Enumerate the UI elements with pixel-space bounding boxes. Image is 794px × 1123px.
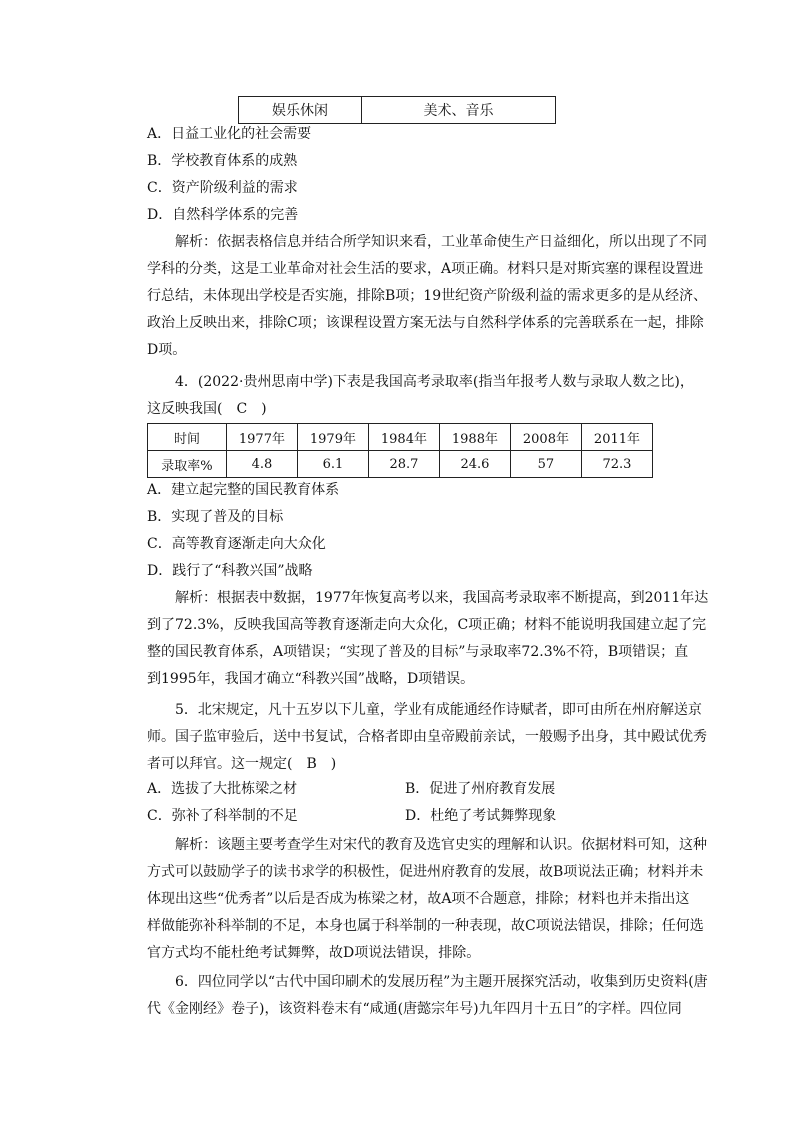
table-header-cell: 1977年: [226, 424, 297, 451]
q4-option-c: C．高等教育逐渐走向大众化: [147, 536, 326, 552]
table-cell: 24.6: [439, 451, 510, 478]
q4-analysis: [147, 585, 709, 693]
q5-stem: [147, 697, 707, 778]
table-header-cell: 2011年: [581, 424, 652, 451]
table-row: [239, 97, 556, 124]
q3-analysis: [147, 229, 708, 364]
q6-stem: [147, 969, 708, 1023]
analysis-line: 解析：该题主要考查学生对宋代的教育及选官史实的理解和认识。依据材料可知，这种: [175, 837, 707, 853]
table-cell: 6.1: [297, 451, 368, 478]
table-header-cell: 1988年: [439, 424, 510, 451]
curriculum-table-fragment: [238, 96, 556, 124]
q5-option-d: D．杜绝了考试舞弊现象: [405, 808, 557, 824]
table-cell: 录取率%: [148, 451, 227, 478]
analysis-line: 样做能弥补科举制的不足，本身也属于科举制的一种表现，故C项说法错误，排除；任何选: [147, 918, 704, 934]
stem-line: 师。国子监审验后，送中书复试，合格者即由皇帝殿前亲试，一般赐予出身，其中殿试优秀: [147, 729, 707, 745]
table-header-cell: 时间: [148, 424, 227, 451]
analysis-line: 解析：依据表格信息并结合所学知识来看，工业革命使生产日益细化，所以出现了不同: [175, 234, 707, 250]
q5-option-c: C．弥补了科举制的不足: [147, 808, 298, 824]
q3-option-a: A．日益工业化的社会需要: [147, 126, 312, 142]
analysis-line: 整的国民教育体系，A项错误；“实现了普及的目标”与录取率72.3%不符，B项错误；直: [147, 644, 689, 660]
q3-option-d: D．自然科学体系的完善: [147, 207, 299, 223]
table-cell: 美术、音乐: [362, 97, 556, 124]
table-cell: 72.3: [581, 451, 652, 478]
table-cell: 57: [510, 451, 581, 478]
stem-line: 4．(2022·贵州思南中学)下表是我国高考录取率(指当年报考人数与录取人数之比)，: [175, 374, 694, 390]
q5-option-b: B．促进了州府教育发展: [405, 781, 556, 797]
analysis-line: 方式可以鼓励学子的读书求学的积极性，促进州府教育的发展，故B项说法正确；材料并未: [147, 864, 704, 880]
table-header-cell: 1984年: [368, 424, 439, 451]
q4-option-a: A．建立起完整的国民教育体系: [147, 482, 340, 498]
table-header-cell: 1979年: [297, 424, 368, 451]
q4-option-b: B．实现了普及的目标: [147, 509, 284, 525]
q4-stem: [147, 369, 694, 423]
analysis-line: 学科的分类，这是工业革命对社会生活的要求，A项正确。材料只是对斯宾塞的课程设置进: [147, 261, 704, 277]
stem-line: 5．北宋规定，凡十五岁以下儿童，学业有成能通经作诗赋者，即可由所在州府解送京: [175, 702, 702, 718]
analysis-line: 行总结，未体现出学校是否实施，排除B项；19世纪资产阶级利益的需求更多的是从经济、: [147, 288, 708, 304]
stem-line: 这反映我国( C ): [147, 401, 267, 417]
q5-analysis: [147, 832, 707, 967]
analysis-line: 政治上反映出来，排除C项；该课程设置方案无法与自然科学体系的完善联系在一起，排除: [147, 315, 704, 331]
q4-option-d: D．践行了“科教兴国”战略: [147, 563, 313, 579]
admission-rate-table: [147, 423, 653, 478]
q3-option-c: C．资产阶级利益的需求: [147, 180, 298, 196]
analysis-line: 解析：根据表中数据，1977年恢复高考以来，我国高考录取率不断提高，到2011年达: [175, 590, 709, 606]
analysis-line: D项。: [147, 342, 187, 358]
table-cell: 娱乐休闲: [239, 97, 362, 124]
table-cell: 28.7: [368, 451, 439, 478]
stem-line: 代《金刚经》卷子)，该资料卷末有“咸通(唐懿宗年号)九年四月十五日”的字样。四位同: [147, 1001, 682, 1017]
table-header-cell: 2008年: [510, 424, 581, 451]
analysis-line: 到了72.3%，反映我国高等教育逐渐走向大众化，C项正确；材料不能说明我国建立起了完: [147, 617, 707, 633]
analysis-line: 官方式均不能杜绝考试舞弊，故D项说法错误，排除。: [147, 945, 481, 961]
stem-line: 6．四位同学以“古代中国印刷术的发展历程”为主题开展探究活动，收集到历史资料(唐: [175, 974, 708, 990]
analysis-line: 体现出这些“优秀者”以后是否成为栋梁之材，故A项不合题意，排除；材料也并未指出这: [147, 891, 690, 907]
stem-line: 者可以拜官。这一规定( B ): [147, 756, 337, 772]
q3-option-b: B．学校教育体系的成熟: [147, 153, 298, 169]
table-cell: 4.8: [226, 451, 297, 478]
q5-option-a: A．选拔了大批栋梁之材: [147, 781, 298, 797]
table-row: [148, 451, 653, 478]
analysis-line: 到1995年，我国才确立“科教兴国”战略，D项错误。: [147, 671, 475, 687]
table-row: [148, 424, 653, 451]
